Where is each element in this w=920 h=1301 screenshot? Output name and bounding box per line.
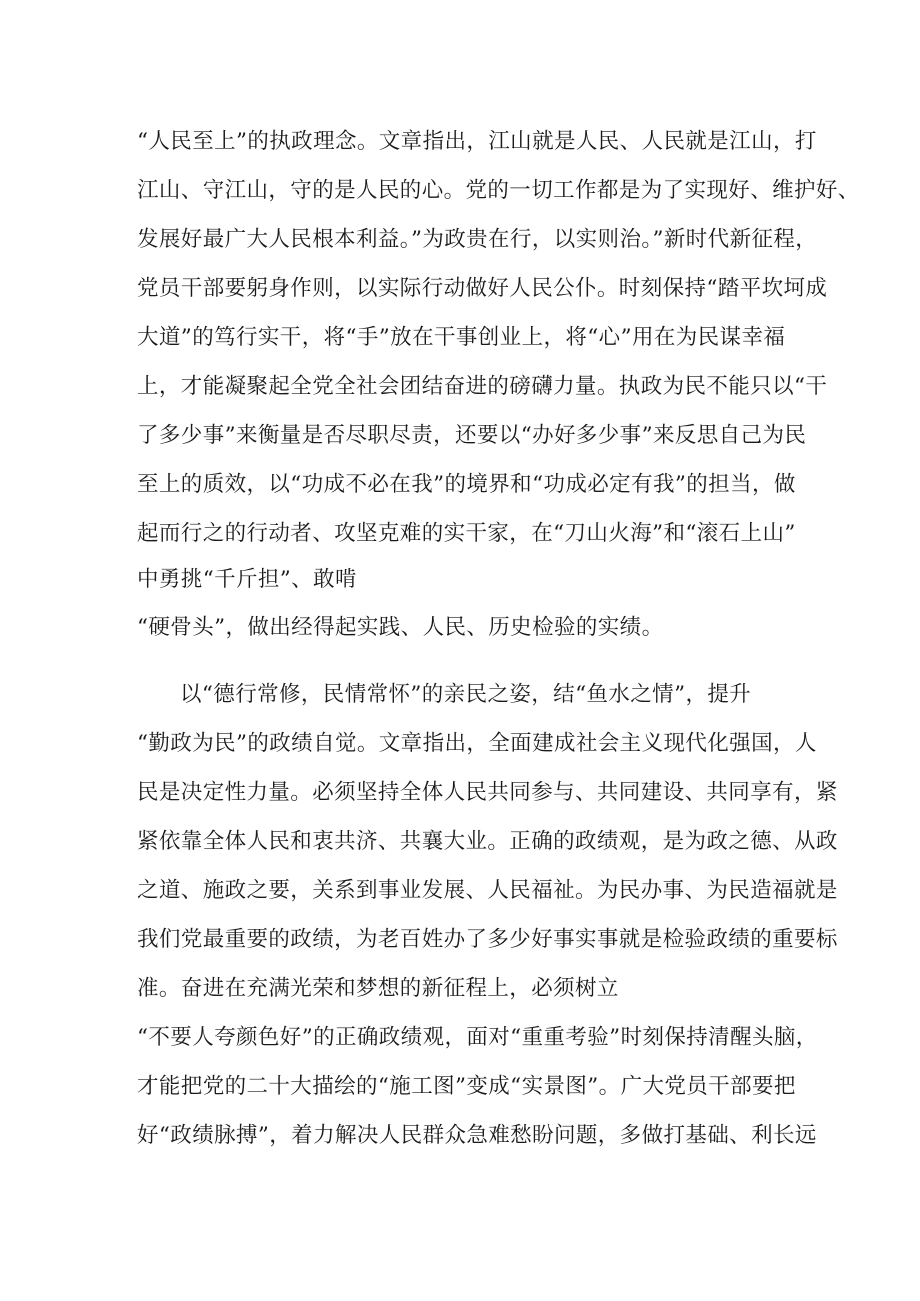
text-line: 至上的质效，以“功成不必在我”的境界和“功成必定有我”的担当，做 bbox=[137, 472, 796, 497]
text-line: 民是决定性力量。必须坚持全体人民共同参与、共同建设、共同享有，紧 bbox=[137, 780, 838, 805]
text-line: 了多少事”来衡量是否尽职尽责，还要以“办好多少事”来反思自己为民 bbox=[137, 423, 807, 448]
text-line: 上，才能凝聚起全党全社会团结奋进的磅礴力量。执政为民不能只以“干 bbox=[137, 374, 828, 399]
text-line: 江山、守江山，守的是人民的心。党的一切工作都是为了实现好、维护好、 bbox=[137, 178, 860, 203]
text-line: 之道、施政之要，关系到事业发展、人民福祉。为民办事、为民造福就是 bbox=[137, 878, 838, 903]
text-line: “人民至上”的执政理念。文章指出，江山就是人民、人民就是江山，打 bbox=[137, 129, 817, 154]
text-line: 紧依靠全体人民和衷共济、共襄大业。正确的政绩观，是为政之德、从政 bbox=[137, 829, 838, 854]
text-line: 好“政绩脉搏”，着力解决人民群众急难愁盼问题，多做打基础、利长远 bbox=[137, 1123, 817, 1148]
text-line: “不要人夸颜色好”的正确政绩观，面对“重重考验”时刻保持清醒头脑， bbox=[137, 1025, 818, 1050]
text-line: 发展好最广大人民根本利益。”为政贵在行，以实则治。”新时代新征程， bbox=[137, 227, 818, 252]
text-line: “勤政为民”的政绩自觉。文章指出，全面建成社会主义现代化强国，人 bbox=[137, 731, 817, 756]
text-line: 中勇挑“千斤担”、敢啃 bbox=[137, 567, 357, 592]
text-line: 以“德行常修，民情常怀”的亲民之姿，结“鱼水之情”，提升 bbox=[180, 682, 752, 707]
text-line: 我们党最重要的政绩，为老百姓办了多少好事实事就是检验政绩的重要标 bbox=[137, 927, 838, 952]
text-line: 起而行之的行动者、攻坚克难的实干家，在“刀山火海”和“滚石上山” bbox=[137, 521, 796, 546]
text-line: 才能把党的二十大描绘的“施工图”变成“实景图”。广大党员干部要把 bbox=[137, 1074, 796, 1099]
text-line: “硬骨头”，做出经得起实践、人民、历史检验的实绩。 bbox=[137, 615, 664, 640]
text-line: 党员干部要躬身作则，以实际行动做好人民公仆。时刻保持“踏平坎坷成 bbox=[137, 276, 828, 301]
text-line: 准。奋进在充满光荣和梦想的新征程上，必须树立 bbox=[137, 976, 619, 1001]
text-line: 大道”的笃行实干，将“手”放在干事创业上，将“心”用在为民谋幸福 bbox=[137, 325, 786, 350]
